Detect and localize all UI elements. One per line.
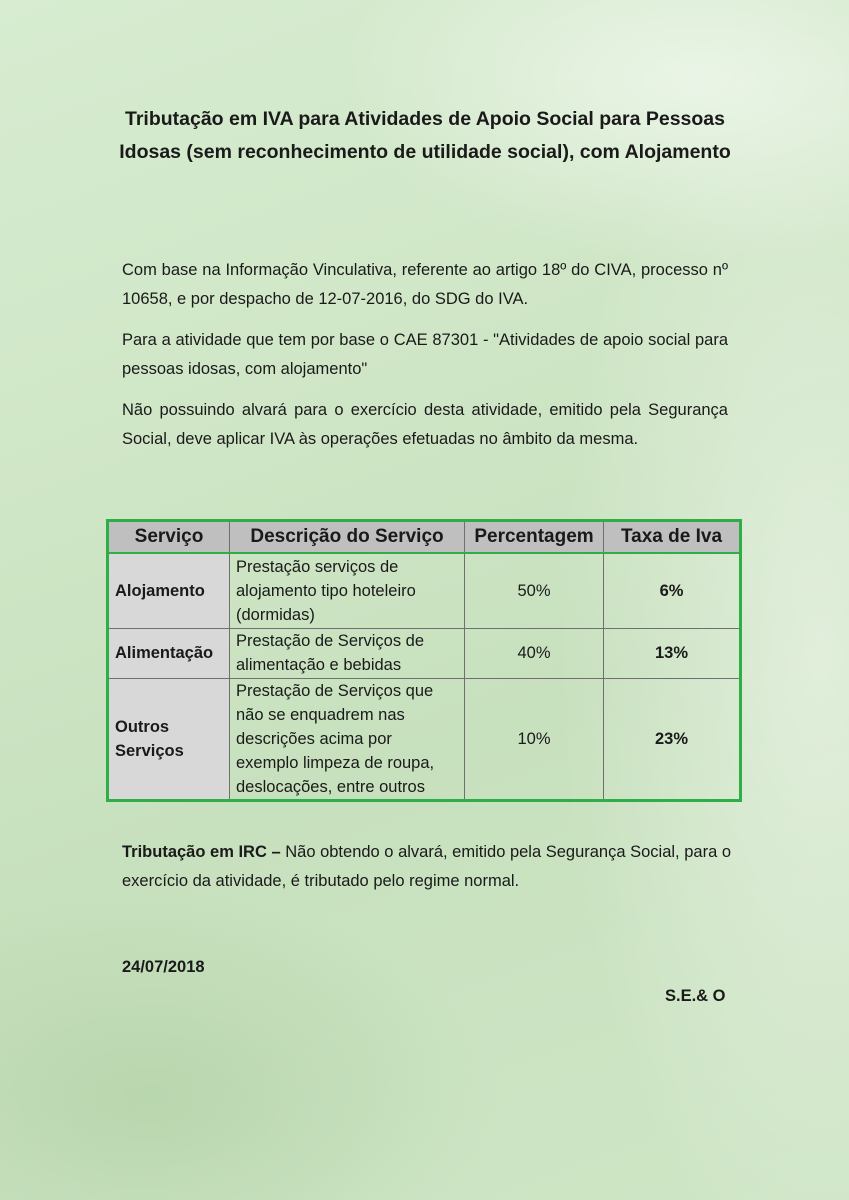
paragraph-legal-basis: Com base na Informação Vinculativa, referente ao artigo 18º do CIVA, processo nº 10658, e por despacho de 12-07-2016, do SDG do IVA.	[122, 261, 728, 308]
header-percentage: Percentagem	[465, 521, 604, 554]
cell-service: Outros Serviços	[108, 678, 230, 800]
paragraph-iva-obligation: Não possuindo alvará para o exercício desta atividade, emitido pela Segurança Social, deve aplicar IVA às operações efetuadas no âmbito da mesma.	[122, 401, 728, 448]
paragraph-cae-activity: Para a atividade que tem por base o CAE 87301 - "Atividades de apoio social para pessoas idosas, com alojamento"	[122, 331, 728, 378]
table-header-row	[108, 521, 741, 554]
cell-description: Prestação serviços de alojamento tipo hoteleiro (dormidas)	[230, 553, 465, 628]
document-title: Tributação em IVA para Atividades de Apoio Social para Pessoas Idosas (sem reconhecimento de utilidade social), com Alojamento	[119, 108, 731, 163]
irc-text: Não obtendo o alvará, emitido pela Segurança Social, para o exercício da atividade, é tributado pelo regime normal.	[122, 843, 732, 890]
header-vat-rate: Taxa de Iva	[604, 521, 741, 554]
header-description: Descrição do Serviço	[230, 521, 465, 554]
cell-vat-rate: 23%	[604, 678, 741, 800]
table-row	[108, 553, 741, 628]
irc-paragraph	[122, 838, 742, 896]
document-date: 24/07/2018	[122, 958, 205, 976]
table-row	[108, 628, 741, 678]
header-service: Serviço	[108, 521, 230, 554]
cell-description: Prestação de Serviços que não se enquadrem nas descrições acima por exemplo limpeza de roupa, deslocações, entre outros	[230, 678, 465, 800]
cell-percentage: 40%	[465, 628, 604, 678]
table-row	[108, 678, 741, 800]
cell-percentage: 50%	[465, 553, 604, 628]
irc-label: Tributação em IRC –	[122, 843, 281, 861]
cell-vat-rate: 13%	[604, 628, 741, 678]
cell-vat-rate: 6%	[604, 553, 741, 628]
signature: S.E.& O	[665, 987, 726, 1005]
cell-service: Alimentação	[108, 628, 230, 678]
cell-service: Alojamento	[108, 553, 230, 628]
services-table	[106, 519, 742, 802]
cell-description: Prestação de Serviços de alimentação e bebidas	[230, 628, 465, 678]
cell-percentage: 10%	[465, 678, 604, 800]
